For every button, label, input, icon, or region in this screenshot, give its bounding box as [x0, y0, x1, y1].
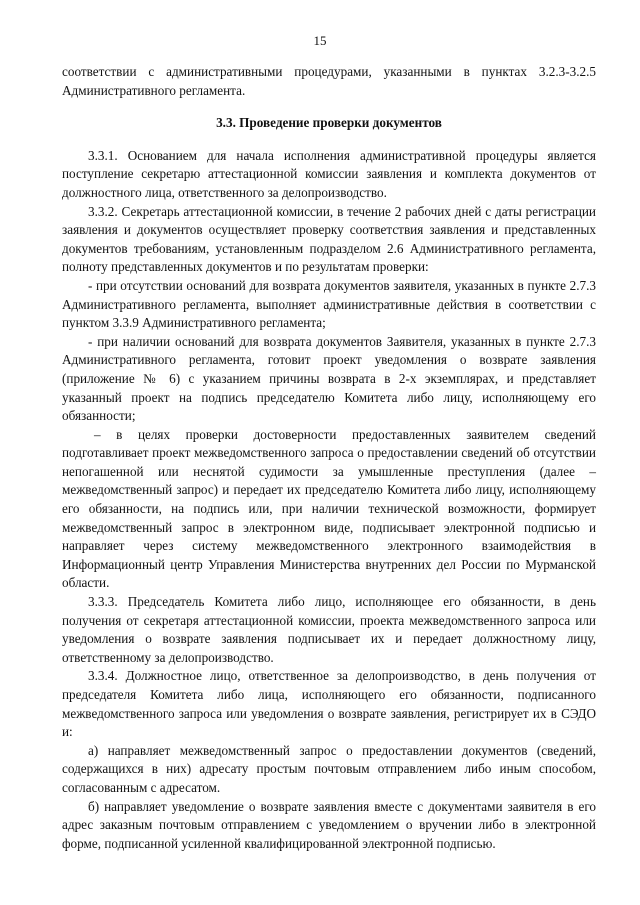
intro-paragraph: соответствии с административными процедурами, указанными в пунктах 3.2.3-3.2.5 Административного регламента. — [62, 64, 596, 98]
page-number: 15 — [313, 33, 327, 48]
list-item-a: а) направляет межведомственный запрос о предоставлении документов (сведений, содержащихся в них) адресату простым почтовым отправлением либо иным способом, согласованным с адресатом. — [62, 742, 596, 795]
paragraph-3-3-2: 3.3.2. Секретарь аттестационной комиссии, в течение 2 рабочих дней с даты регистрации заявления и документов осуществляет проверку соответствия заявления и представленных документов требованиям, установленным подразделом 2.6 Административного регламента, полноту представленных документов и по результатам проверки: — [62, 203, 596, 275]
dash-item-no-grounds: - при отсутствии оснований для возврата документов заявителя, указанных в пункте 2.7.3 Административного регламента, выполняет административные действия в соответствии с пунктом 3.3.9 Административного регламента; — [62, 277, 596, 331]
paragraph-3-3-4: 3.3.4. Должностное лицо, ответственное за делопроизводство, в день получения от председателя Комитета либо лица, исполняющего его обязанности, подписанного межведомственного запроса или уведомления о возврате заявления, регистрирует их в СЭДО и: — [62, 668, 596, 740]
dash-item-grounds-for-return: - при наличии оснований для возврата документов Заявителя, указанных в пункте 2.7.3 Административного регламента, готовит проект уведомления о возврате заявления (приложение № 6) с указанием причины возврата в 2-х экземплярах, и представляет указанный проект на подпись председателю Комитета либо лицу, исполняющему его обязанности; — [62, 333, 596, 424]
dash-item-verification: – в целях проверки достоверности предоставленных заявителем сведений подготавливает проект межведомственного запроса о предоставлении сведений об отсутствии непогашенной или неснятой судимости за умышленные преступления (далее – межведомственный запрос) и передает их председателю Комитета либо лицу, исполняющему его обязанности, на подпись или, при наличии технической возможности, формирует межведомственный запрос в электронном виде, подписывает электронной подписью и направляет через систему межведомственного электронного взаимодействия в Информационный центр Управления Министерства внутренних дел России по Мурманской области. — [62, 426, 596, 591]
list-item-b: б) направляет уведомление о возврате заявления вместе с документами заявителя в его адрес заказным почтовым отправлением с уведомлением о вручении либо в электронной форме, подписанной усиленной квалифицированной электронной подписью. — [62, 798, 596, 851]
document-body — [62, 63, 596, 853]
paragraph-3-3-1: 3.3.1. Основанием для начала исполнения административной процедуры является поступление секретарю аттестационной комиссии заявления и комплекта документов от должностного лица, ответственного за делопроизводство. — [62, 147, 596, 200]
section-heading: 3.3. Проведение проверки документов — [216, 115, 442, 131]
paragraph-3-3-3: 3.3.3. Председатель Комитета либо лицо, исполняющее его обязанности, в день получения от секретаря аттестационной комиссии, проекта межведомственного запроса или уведомления о возврате заявления подписывает их и передает должностному лицу, ответственному за делопроизводство. — [62, 594, 596, 665]
